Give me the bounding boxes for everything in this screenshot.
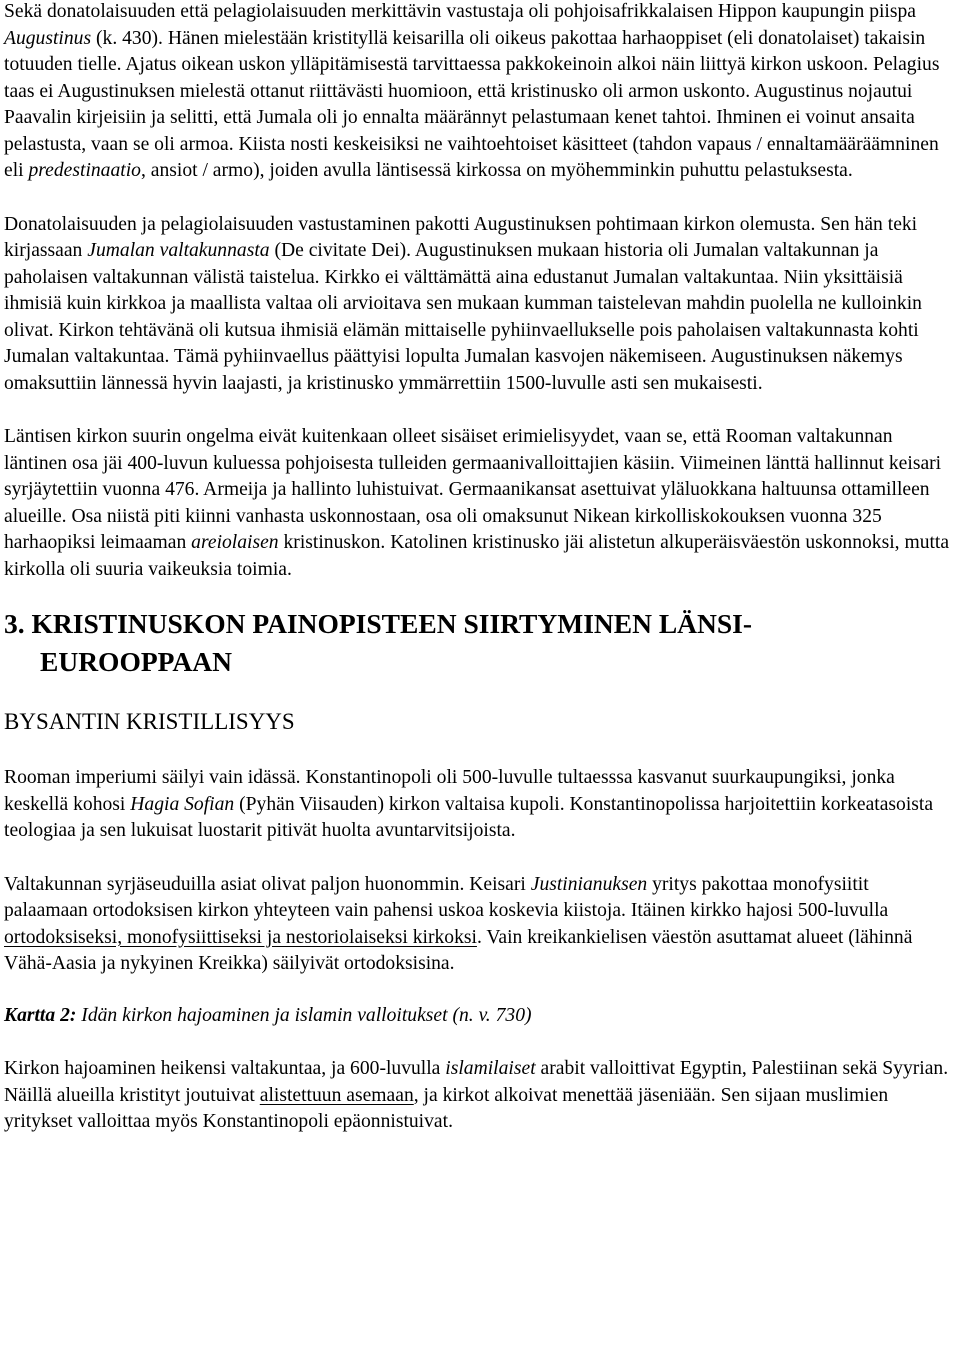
name-augustinus: Augustinus [4, 27, 92, 49]
paragraph-lantinen-kirkko: Läntisen kirkon suurin ongelma eivät kuitenkaan olleet sisäiset erimielisyydet, vaan se, että Rooman valtakunnan läntinen osa jäi 400-luvun kuluessa pohjoisesta tulleiden germaanivalloittajien käsiin. Viimeinen länttä hallinnut keisari syrjäytettiin vuonna 476. Armeija ja hallinto luhistuivat. Germaanikansat asettuivat yläluokkana haltuunsa ottamilleen alueille. Osa niistä piti kiinni vanhasta uskonnostaan, osa oli omaksunut Nikean kirkolliskokouksen vuonna 325 harhaopiksi leimaaman areiolaisen kristinuskon. Katolinen kristinusko jäi alistetun alkuperäisväestön uskonnoksi, mutta kirkolla oli suuria vaikeuksia toimia. [4, 426, 950, 580]
caption-text: Idän kirkon hajoaminen ja islamin valloitukset (n. v. 730) [76, 1004, 532, 1026]
underlined-churches: ortodoksiseksi, monofysiittiseksi ja nestoriolaiseksi kirkoksi [4, 926, 477, 948]
term-predestinaatio: predestinaatio [28, 160, 141, 181]
underlined-alistettuun-asemaan: alistettuun asemaan [259, 1084, 414, 1106]
subsection-heading: BYSANTIN KRISTILLISYYS [4, 709, 295, 734]
paragraph-augustinus: Sekä donatolaisuuden että pelagiolaisuuden merkittävin vastustaja oli pohjoisafrikkalaisen Hippon kaupungin piispa Augustinus (k. 430). Hänen mielestään kristityllä keisarilla oli oikeus pakottaa harhaoppiset (eli donatolaiset) takaisin totuuden tielle. Ajatus oikean uskon ylläpitämisestä tarvittaessa pakkokeinoin alkoi näin liittyä kirkon uskoon. Pelagius taas ei Augustinuksen mielestä ottanut riittävästi huomioon, että kristinusko oli armon uskonto. Augustinus nojautui Paavalin kirjeisiin ja selitti, että Jumala oli jo ennalta määrännyt pelastumaan kenet tahtoi. Ihminen ei voinut ansaita pelastusta, vaan se oli armoa. Kiista nosti keskeisiksi ne vaihtoehtoiset käsitteet (tahdon vapaus / ennaltamääräämninen eli predestinaatio, ansiot / armo), joiden avulla läntisessä kirkossa on myöhemminkin puhuttu pelastuksesta. [4, 1, 940, 181]
paragraph-syrjaseudut: Valtakunnan syrjäseuduilla asiat olivat paljon huonommin. Keisari Justinianuksen yritys pakottaa monofysiitit palaamaan ortodoksisen kirkon yhteyteen vain pahensi uskoa koskevia kiistoja. Itäinen kirkko hajosi 500-luvulla ortodoksiseksi, monofysiittiseksi ja nestoriolaiseksi kirkoksi. Vain kreikankielisen väestön asuttamat alueet (lähinnä Vähä-Aasia ja nykyinen Kreikka) säilyivät ortodoksisina. [4, 873, 913, 974]
caption-label: Kartta 2: [4, 1004, 77, 1026]
term-islamilaiset: islamilaiset [445, 1058, 536, 1079]
paragraph-jumalan-valtakunta: Donatolaisuuden ja pelagiolaisuuden vastustaminen pakotti Augustinuksen pohtimaan kirkon olemusta. Sen hän teki kirjassaan Jumalan valtakunnasta (De civitate Dei). Augustinuksen mukaan historia oli Jumalan valtakunnan ja paholaisen valtakunnan välistä taistelua. Kirkko ei välttämättä aina edustanut Jumalan valtakuntaa. Niin yksittäisiä ihmisiä kuin kirkkoa ja maallista valtaa oli arvioitava sen mukaan kumman taistelevan mahdin puolella ne kulloinkin olivat. Kirkon tehtävänä oli kutsua ihmisiä elämän mittaiselle pyhiinvaellukselle pois paholaisen valtakunnasta kohti Jumalan valtakuntaa. Tämä pyhiinvaellus päättyisi lopulta Jumalan kasvojen näkemiseen. Augustinuksen näkemys omaksuttiin lännessä hyvin laajasti, ja kristinusko ymmärrettiin 1500-luvulle asti sen mukaisesti. [4, 213, 922, 394]
name-justinianuksen: Justinianuksen [530, 873, 648, 895]
term-areiolaisen: areiolaisen [191, 532, 279, 553]
term-hagia-sofian: Hagia Sofian [130, 793, 235, 815]
map-caption [4, 1003, 956, 1030]
paragraph-rooman-imperiumi: Rooman imperiumi säilyi vain idässä. Konstantinopoli oli 500-luvulle tultaesssa kasvanut suurkaupungiksi, jonka keskellä kohosi Hagia Sofian (Pyhän Viisauden) kirkon valtaisa kupoli. Konstantinopolissa harjoitettiin korkeatasoista teologiaa ja sen lukuisat luostarit pitivät huolta avuntarvitsijoista. [4, 767, 934, 841]
paragraph-islam: Kirkon hajoaminen heikensi valtakuntaa, ja 600-luvulla islamilaiset arabit valloittivat Egyptin, Palestiinan sekä Syyrian. Näillä alueilla kristityt joutuivat alistettuun asemaan, ja kirkot alkoivat menettää jäseniään. Sen sijaan muslimien yritykset valloittaa myös Konstantinopoli epäonnistuivat. [4, 1058, 949, 1132]
document-page [4, 0, 956, 1136]
section-heading: 3. KRISTINUSKON PAINOPISTEEN SIIRTYMINEN LÄNSI- EUROOPPAAN [4, 608, 753, 677]
book-title: Jumalan valtakunnasta [87, 240, 270, 261]
